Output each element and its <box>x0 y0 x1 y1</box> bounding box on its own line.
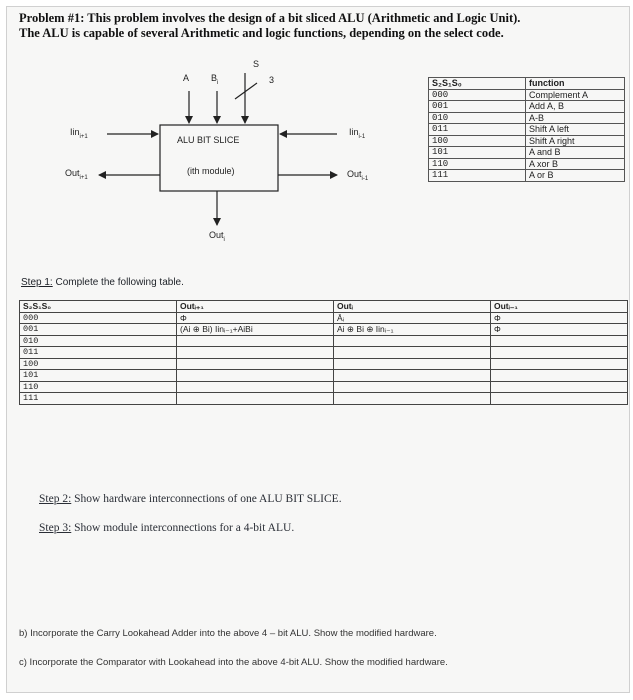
box-title: ALU BIT SLICE <box>177 135 240 145</box>
function-table <box>428 77 625 182</box>
step-1-text: Complete the following table. <box>52 277 184 288</box>
table-row: 011 Shift A left <box>429 124 625 136</box>
problem-line-2: The ALU is capable of several Arithmetic and logic functions, depending on the select code. <box>19 26 504 40</box>
input-a-label: A <box>183 73 190 83</box>
table-row: 001 (Ai ⊕ Bi) Iinᵢ₋₁+AiBi Ai ⊕ Bi ⊕ Iinᵢ₋₁ Φ <box>20 324 628 336</box>
select-code-header: S₂S₁S₀ <box>429 78 526 90</box>
function-header: function <box>526 78 625 90</box>
table-row: 101 <box>20 370 628 382</box>
step-1-heading <box>21 277 184 288</box>
step-3-label: Step 3: <box>39 522 72 534</box>
input-b-label: $B_i$ <box>211 73 219 86</box>
select-label: S <box>253 59 260 69</box>
table-row: 100 <box>20 358 628 370</box>
table-row: 010 <box>20 335 628 347</box>
table-row: 111 A or B <box>429 170 625 182</box>
select-width-label: 3 <box>269 75 275 85</box>
table-row: 101 A and B <box>429 147 625 159</box>
select-bus-slash <box>235 83 257 99</box>
table-row: 111 <box>20 393 628 405</box>
step-3 <box>39 522 294 534</box>
right-out-label: Out$_{i-1}$ <box>347 169 369 182</box>
step-2-label: Step 2: <box>39 493 72 505</box>
step-2 <box>39 493 342 505</box>
table-row: 000 Φ Āᵢ Φ <box>20 312 628 324</box>
box-subtitle: (ith module) <box>187 166 235 176</box>
function-table-header <box>429 78 625 90</box>
table-row: 011 <box>20 347 628 359</box>
table-row: 110 <box>20 381 628 393</box>
left-in-label: Iin$_{i+1}$ <box>70 127 88 140</box>
bottom-out-label: Out$_i$ <box>209 230 225 243</box>
table-row: 110 A xor B <box>429 158 625 170</box>
part-b-question: b) Incorporate the Carry Lookahead Adder into the above 4 – bit ALU. Show the modified hardware. <box>19 628 437 639</box>
table-row: 000 Complement A <box>429 89 625 101</box>
step-1-label: Step 1: <box>21 277 53 288</box>
right-in-label: Iin$_{i-1}$ <box>349 127 366 140</box>
worksheet-page <box>6 6 630 693</box>
table-row: 010 A-B <box>429 112 625 124</box>
truth-table-header: S₂S₁S₀ Outᵢ₊₁ Outᵢ Outᵢ₋₁ <box>20 301 628 313</box>
table-row: 100 Shift A right <box>429 135 625 147</box>
part-c-question: c) Incorporate the Comparator with Lookahead into the above 4-bit ALU. Show the modified hardware. <box>19 657 448 668</box>
table-row: 001 Add A, B <box>429 101 625 113</box>
problem-line-1: Problem #1: This problem involves the design of a bit sliced ALU (Arithmetic and Logic Unit). <box>19 11 521 25</box>
step-3-text: Show module interconnections for a 4-bit ALU. <box>71 522 295 534</box>
truth-table <box>19 300 628 405</box>
left-out-label: Out$_{i+1}$ <box>65 168 88 181</box>
step-2-text: Show hardware interconnections of one ALU BIT SLICE. <box>71 493 342 505</box>
